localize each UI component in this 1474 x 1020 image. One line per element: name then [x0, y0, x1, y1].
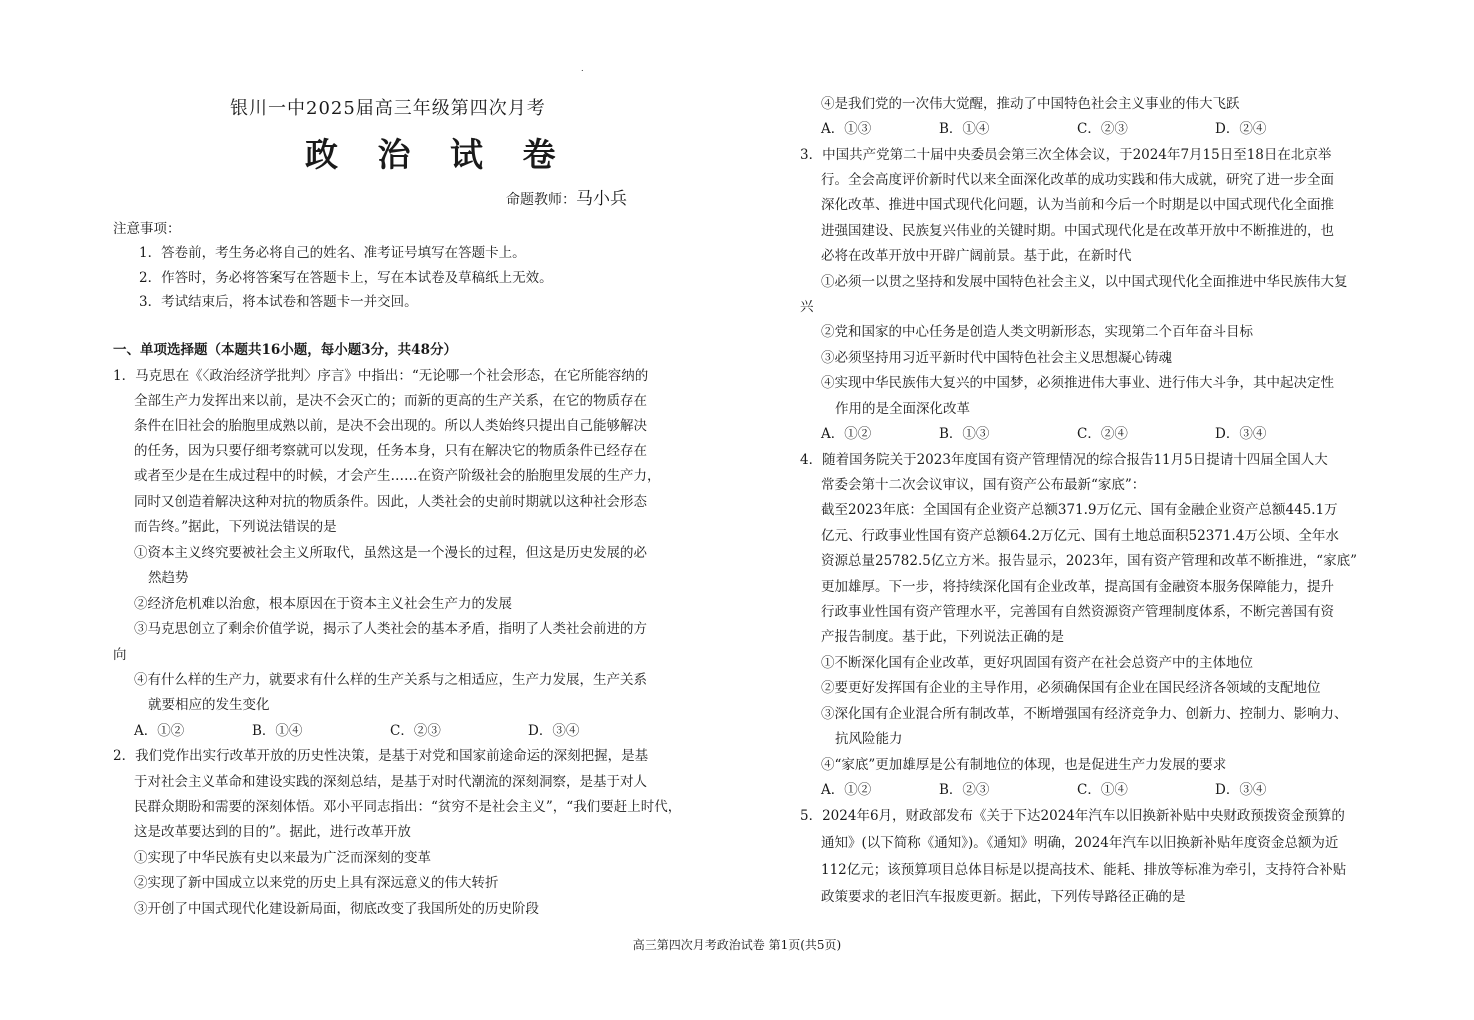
q1-line: 向 [113, 647, 127, 663]
notice-item: 2．作答时，务必将答案写在答题卡上，写在本试卷及草稿纸上无效。 [139, 270, 553, 286]
q4-line: ③深化国有企业混合所有制改革，不断增强国有经济竞争力、创新力、控制力、影响力、 [821, 706, 1348, 722]
q1-option: A．①② [134, 723, 185, 739]
author-name: 马小兵 [576, 189, 627, 209]
q5-line: 通知》(以下简称《通知》)。《通知》明确，2024年汽车以旧换新补贴年度资金总额为近 [821, 835, 1339, 851]
q2-line: ④是我们党的一次伟大觉醒，推动了中国特色社会主义事业的伟大飞跃 [821, 96, 1240, 112]
q1-line: 同时又创造着解决这种对抗的物质条件。因此，人类社会的史前时期就以这种社会形态 [134, 494, 647, 510]
q3-option: A．①② [821, 426, 872, 442]
q3-line: ②党和国家的中心任务是创造人类文明新形态，实现第二个百年奋斗目标 [821, 324, 1253, 340]
notice-item: 1．答卷前，考生务必将自己的姓名、准考证号填写在答题卡上。 [139, 245, 526, 261]
q4-option: C．①④ [1077, 782, 1128, 798]
q4-line: 资源总量25782.5亿立方米。报告显示，2023年，国有资产管理和改革不断推进，“家底” [821, 553, 1357, 569]
q2-option: B．①④ [939, 121, 990, 137]
stray-dot: . [581, 64, 584, 73]
q1-line: 的任务，因为只要仔细考察就可以发现，任务本身，只有在解决它的物质条件已经存在 [134, 443, 647, 459]
q2-option: A．①③ [821, 121, 872, 137]
q1-line: 然趋势 [148, 570, 189, 586]
q4-option: D．③④ [1215, 782, 1267, 798]
q4-line: 4．随着国务院关于2023年度国有资产管理情况的综合报告11月5日提请十四届全国人大 [800, 452, 1328, 468]
q4-line: 更加雄厚。下一步，将持续深化国有企业改革，提高国有金融资本服务保障能力，提升 [821, 579, 1334, 595]
q3-option: C．②④ [1077, 426, 1128, 442]
q2-line: 2．我们党作出实行改革开放的历史性决策，是基于对党和国家前途命运的深刻把握，是基 [113, 748, 649, 764]
q4-line: 行政事业性国有资产管理水平，完善国有自然资源资产管理制度体系，不断完善国有资 [821, 604, 1334, 620]
q4-line: ②要更好发挥国有企业的主导作用，必须确保国有企业在国民经济各领域的支配地位 [821, 680, 1321, 696]
q2-line: ②实现了新中国成立以来党的历史上具有深远意义的伟大转折 [134, 875, 499, 891]
q3-line: 兴 [800, 299, 814, 315]
q4-line: 产报告制度。基于此，下列说法正确的是 [821, 629, 1064, 645]
q4-option: A．①② [821, 782, 872, 798]
q4-line: 抗风险能力 [835, 731, 903, 747]
subject-title: 政 治 试 卷 [305, 135, 570, 174]
q3-line: 作用的是全面深化改革 [835, 401, 970, 417]
page-footer: 高三第四次月考政治试卷 第1页(共5页) [632, 938, 842, 952]
section-heading: 一、单项选择题（本题共16小题，每小题3分，共48分） [113, 342, 457, 358]
q1-line: 或者至少是在生成过程中的时候，才会产生……在资产阶级社会的胎胞里发展的生产力， [134, 468, 661, 484]
q1-line: 而告终。”据此，下列说法错误的是 [134, 519, 337, 535]
q1-line: 全部生产力发挥出来以前，是决不会灭亡的；而新的更高的生产关系，在它的物质存在 [134, 393, 647, 409]
q3-line: 必将在改革开放中开辟广阔前景。基于此，在新时代 [821, 248, 1132, 264]
q3-line: ③必须坚持用习近平新时代中国特色社会主义思想凝心铸魂 [821, 350, 1172, 366]
q3-line: 进强国建设、民族复兴伟业的关键时期。中国式现代化是在改革开放中不断推进的，也 [821, 223, 1334, 239]
author-line [506, 190, 627, 209]
q4-line: 亿元、行政事业性国有资产总额64.2万亿元、国有土地总面积52371.4万公顷、全年水 [821, 528, 1339, 544]
q5-line: 112亿元；该预算项目总体目标是以提高技术、能耗、排放等标准为牵引，支持符合补贴 [821, 862, 1347, 878]
q1-option: B．①④ [252, 723, 303, 739]
q3-line: 行。全会高度评价新时代以来全面深化改革的成功实践和伟大成就，研究了进一步全面 [821, 172, 1334, 188]
q1-line: 就要相应的发生变化 [148, 697, 270, 713]
notice-heading: 注意事项： [113, 221, 181, 237]
q1-line: 条件在旧社会的胎胞里成熟以前，是决不会出现的。所以人类始终只提出自己能够解决 [134, 418, 647, 434]
q3-line: ④实现中华民族伟大复兴的中国梦，必须推进伟大事业、进行伟大斗争，其中起决定性 [821, 375, 1334, 391]
exam-title: 银川一中2025届高三年级第四次月考 [230, 98, 546, 119]
notice-item: 3．考试结束后，将本试卷和答题卡一并交回。 [139, 294, 418, 310]
q2-line: 于对社会主义革命和建设实践的深刻总结，是基于对时代潮流的深刻洞察，是基于对人 [134, 774, 647, 790]
q1-line: ①资本主义终究要被社会主义所取代，虽然这是一个漫长的过程，但这是历史发展的必 [134, 545, 647, 561]
q4-line: 截至2023年底：全国国有企业资产总额371.9万亿元、国有金融企业资产总额445.1万 [821, 502, 1338, 518]
q1-option: D．③④ [528, 723, 580, 739]
q2-line: ①实现了中华民族有史以来最为广泛而深刻的变革 [134, 850, 431, 866]
author-label: 命题教师： [506, 192, 576, 208]
q5-line: 政策要求的老旧汽车报废更新。据此，下列传导路径正确的是 [821, 889, 1186, 905]
q4-line: 常委会第十二次会议审议，国有资产公布最新“家底”： [821, 477, 1146, 493]
q2-line: ③开创了中国式现代化建设新局面，彻底改变了我国所处的历史阶段 [134, 901, 539, 917]
q4-line: ④“家底”更加雄厚是公有制地位的体现，也是促进生产力发展的要求 [821, 757, 1227, 773]
q4-option: B．②③ [939, 782, 990, 798]
q1-line: 1．马克思在《〈政治经济学批判〉序言》中指出：“无论哪一个社会形态，在它所能容纳的 [113, 368, 649, 384]
q1-line: ④有什么样的生产力，就要求有什么样的生产关系与之相适应，生产力发展，生产关系 [134, 672, 647, 688]
q2-option: C．②③ [1077, 121, 1128, 137]
q1-line: ③马克思创立了剩余价值学说，揭示了人类社会的基本矛盾，指明了人类社会前进的方 [134, 621, 647, 637]
q2-line: 民群众期盼和需要的深刻体悟。邓小平同志指出：“贫穷不是社会主义”，“我们要赶上时代， [134, 799, 682, 815]
q2-line: 这是改革要达到的目的”。据此，进行改革开放 [134, 824, 411, 840]
q3-option: B．①③ [939, 426, 990, 442]
q4-line: ①不断深化国有企业改革，更好巩固国有资产在社会总资产中的主体地位 [821, 655, 1253, 671]
q3-line: ①必须一以贯之坚持和发展中国特色社会主义，以中国式现代化全面推进中华民族伟大复 [821, 274, 1348, 290]
q1-line: ②经济危机难以治愈，根本原因在于资本主义社会生产力的发展 [134, 596, 512, 612]
q3-option: D．③④ [1215, 426, 1267, 442]
q2-option: D．②④ [1215, 121, 1267, 137]
q3-line: 3．中国共产党第二十届中央委员会第三次全体会议，于2024年7月15日至18日在北京举 [800, 147, 1332, 163]
q1-option: C．②③ [390, 723, 441, 739]
q3-line: 深化改革、推进中国式现代化问题，认为当前和今后一个时期是以中国式现代化全面推 [821, 197, 1334, 213]
q5-line: 5．2024年6月，财政部发布《关于下达2024年汽车以旧换新补贴中央财政预拨资金预算的 [800, 808, 1345, 824]
